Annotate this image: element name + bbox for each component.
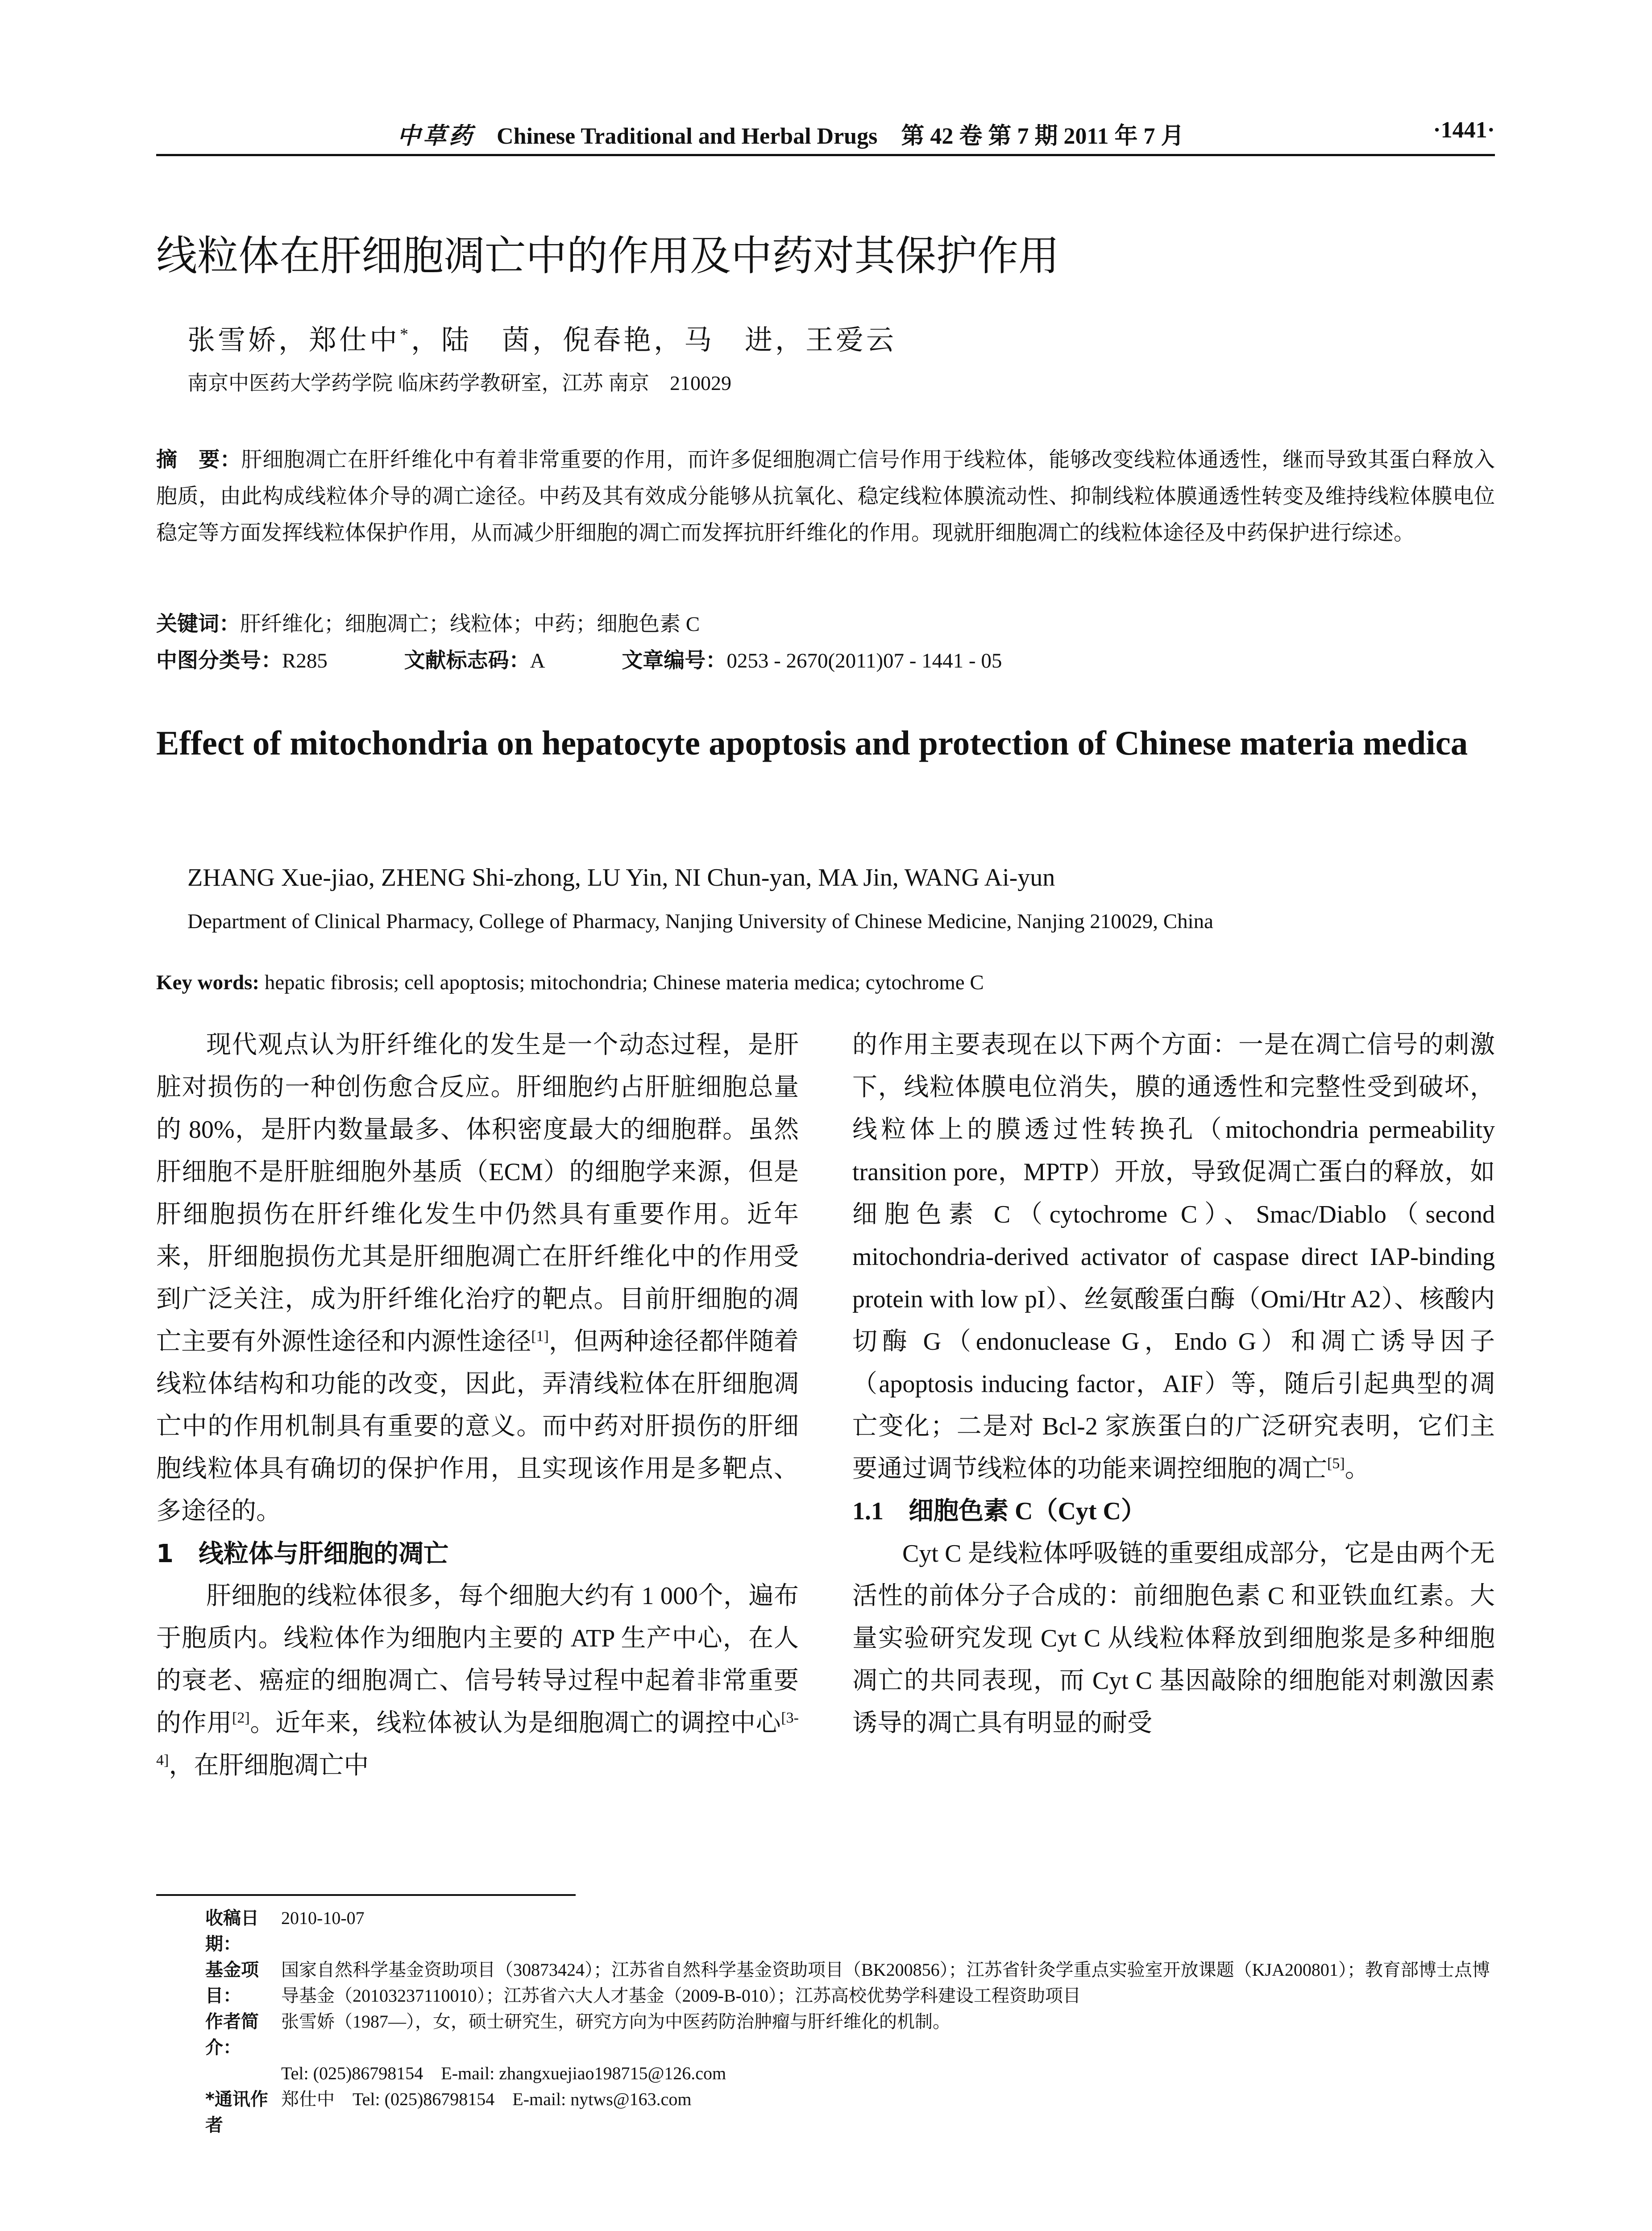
footnote-item bbox=[205, 1957, 1495, 2009]
page-number: ·1441· bbox=[1433, 117, 1495, 143]
footnote-label: 基金项目： bbox=[205, 1960, 259, 2006]
footnote-item bbox=[205, 1905, 1495, 1957]
clc-label: 中图分类号： bbox=[156, 648, 282, 673]
keywords-en bbox=[156, 970, 984, 995]
footnote-text: 2010-10-07 bbox=[281, 1908, 365, 1928]
citation-1[interactable]: [1] bbox=[531, 1328, 549, 1345]
section1-text-b: 。近年来，线粒体被认为是细胞凋亡的调控中心 bbox=[249, 1709, 781, 1737]
classification-line bbox=[156, 643, 1495, 679]
title-en: Effect of mitochondria on hepatocyte apoptosis and protection of Chinese materia medica bbox=[156, 724, 1468, 762]
body-column-right bbox=[852, 1024, 1495, 1745]
keywords-en-text: hepatic fibrosis; cell apoptosis; mitochondria; Chinese materia medica; cytochrome C bbox=[259, 971, 984, 994]
running-header bbox=[156, 117, 1495, 153]
keywords-en-label: Key words: bbox=[156, 971, 260, 994]
header-rule bbox=[156, 154, 1495, 156]
doc-code bbox=[404, 643, 545, 679]
journal-header bbox=[397, 117, 1184, 150]
citation-3-4[interactable]: [3-4] bbox=[156, 1709, 799, 1769]
authors-cn bbox=[187, 318, 897, 357]
footnote-label: 收稿日期： bbox=[205, 1908, 259, 1954]
paragraph-section-1 bbox=[156, 1575, 799, 1787]
footnote-item bbox=[205, 2009, 1495, 2061]
continued-text-a: 的作用主要表现在以下两个方面：一是在凋亡信号的刺激下，线粒体膜电位消失，膜的通透性和完整性受到破坏，线粒体上的膜透过性转换孔（mitochondria permeability transition pore，MPTP）开放，导致促凋亡蛋白的释放，如细胞色素 C（cytochrome C）、Smac/Diablo（second mitochondria-derived activator of caspase direct IAP-binding protein with low pI）、丝氨酸蛋白酶（Omi/Htr A2）、核酸内切酶 G（endonuclease G，Endo G）和凋亡诱导因子（apoptosis inducing factor，AIF）等，随后引起典型的凋亡变化；二是对 Bcl-2 家族蛋白的广泛研究表明，它们主要通过调节线粒体的功能来调控细胞的凋亡 bbox=[852, 1031, 1495, 1483]
footnote-label: 作者简介： bbox=[205, 2011, 259, 2058]
title-cn: 线粒体在肝细胞凋亡中的作用及中药对其保护作用 bbox=[156, 232, 1060, 280]
keywords-text: 肝纤维化；细胞凋亡；线粒体；中药；细胞色素 C bbox=[240, 613, 700, 636]
clc-number bbox=[156, 643, 328, 679]
footnote-label bbox=[205, 2061, 281, 2086]
doc-value: A bbox=[530, 649, 545, 672]
footnote-text: 张雪娇（1987—），女，硕士研究生，研究方向为中医药防治肿瘤与肝纤维化的机制。 bbox=[281, 2011, 951, 2032]
section1-text-c: ，在肝细胞凋亡中 bbox=[169, 1752, 369, 1779]
footnote-text: Tel: (025)86798154 E-mail: zhangxuejiao198715@126.com bbox=[281, 2063, 726, 2083]
article-number bbox=[622, 643, 1002, 679]
clc-value: R285 bbox=[282, 649, 328, 672]
footnote-item bbox=[205, 2061, 1495, 2086]
authors-cn-rest: ，陆 茵，倪春艳，马 进，王爱云 bbox=[411, 325, 897, 356]
intro-text-a: 现代观点认为肝纤维化的发生是一个动态过程，是肝脏对损伤的一种创伤愈合反应。肝细胞约占肝脏细胞总量的 80%，是肝内数量最多、体积密度最大的细胞群。虽然肝细胞不是肝脏细胞外基质（ECM）的细胞学来源，但是肝细胞损伤在肝纤维化发生中仍然具有重要作用。近年来，肝细胞损伤尤其是肝细胞凋亡在肝纤维化中的作用受到广泛关注，成为肝纤维化治疗的靶点。目前肝细胞的凋亡主要有外源性途径和内源性途径 bbox=[156, 1031, 799, 1356]
abstract-text: 肝细胞凋亡在肝纤维化中有着非常重要的作用，而许多促细胞凋亡信号作用于线粒体，能够改变线粒体通透性，继而导致其蛋白释放入胞质，由此构成线粒体介导的凋亡途径。中药及其有效成分能够从抗氧化、稳定线粒体膜流动性、抑制线粒体膜通透性转变及维持线粒体膜电位稳定等方面发挥线粒体保护作用，从而减少肝细胞的凋亡而发挥抗肝纤维化的作用。现就肝细胞凋亡的线粒体途径及中药保护进行综述。 bbox=[156, 448, 1495, 545]
citation-5[interactable]: [5] bbox=[1327, 1455, 1345, 1472]
article-label: 文章编号： bbox=[622, 648, 727, 673]
section-heading-1-1: 1.1 细胞色素 C（Cyt C） bbox=[852, 1497, 1146, 1525]
paragraph-cytc: Cyt C 是线粒体呼吸链的重要组成部分，它是由两个无活性的前体分子合成的：前细胞色素 C 和亚铁血红素。大量实验研究发现 Cyt C 从线粒体释放到细胞浆是多种细胞凋亡的共同表现，而 Cyt C 基因敲除的细胞能对刺激因素诱导的凋亡具有明显的耐受 bbox=[852, 1540, 1495, 1737]
journal-name-en: Chinese Traditional and Herbal Drugs bbox=[497, 124, 878, 149]
abstract-cn bbox=[156, 442, 1495, 552]
doc-label: 文献标志码： bbox=[404, 648, 530, 673]
section-heading-1: 1 线粒体与肝细胞的凋亡 bbox=[156, 1539, 448, 1568]
paragraph-intro bbox=[156, 1024, 799, 1533]
footnote-text: 国家自然科学基金资助项目（30873424）；江苏省自然科学基金资助项目（BK200856）；江苏省针灸学重点实验室开放课题（KJA200801）；教育部博士点博导基金（20103237110010）；江苏省六大人才基金（2009-B-010）；江苏高校优势学科建设工程资助项目 bbox=[281, 1960, 1490, 2006]
affiliation-cn: 南京中医药大学药学院 临床药学教研室，江苏 南京 210029 bbox=[187, 372, 731, 394]
paragraph-continued bbox=[852, 1024, 1495, 1490]
journal-logo-cn: 中草药 bbox=[397, 124, 475, 149]
authors-cn-first: 张雪娇，郑仕中 bbox=[187, 325, 400, 356]
authors-en: ZHANG Xue-jiao, ZHENG Shi-zhong, LU Yin, NI Chun-yan, MA Jin, WANG Ai-yun bbox=[187, 864, 1055, 892]
corresponding-mark: * bbox=[400, 325, 411, 344]
article-value: 0253 - 2670(2011)07 - 1441 - 05 bbox=[726, 649, 1002, 672]
continued-text-b: 。 bbox=[1345, 1455, 1370, 1483]
abstract-label: 摘 要： bbox=[156, 448, 241, 472]
footnote-rule bbox=[156, 1894, 576, 1896]
footnote-text: 郑仕中 Tel: (025)86798154 E-mail: nytws@163.com bbox=[281, 2089, 692, 2109]
keywords-cn bbox=[156, 606, 1495, 643]
citation-2[interactable]: [2] bbox=[232, 1709, 250, 1726]
intro-text-b: ，但两种途径都伴随着线粒体结构和功能的改变，因此，弄清线粒体在肝细胞凋亡中的作用机制具有重要的意义。而中药对肝损伤的肝细胞线粒体具有确切的保护作用，且实现该作用是多靶点、多途径的。 bbox=[156, 1328, 799, 1525]
affiliation-en: Department of Clinical Pharmacy, College of Pharmacy, Nanjing University of Chinese Medicine, Nanjing 210029, China bbox=[187, 910, 1213, 933]
journal-issue: 第 42 卷 第 7 期 2011 年 7 月 bbox=[901, 124, 1184, 149]
section1-text-a: 肝细胞的线粒体很多，每个细胞大约有 1 000个，遍布于胞质内。线粒体作为细胞内主要的 ATP 生产中心，在人的衰老、癌症的细胞凋亡、信号转导过程中起着非常重要的作用 bbox=[156, 1582, 799, 1737]
keywords-label: 关键词： bbox=[156, 612, 240, 636]
footnote-label: *通讯作者 bbox=[205, 2089, 268, 2136]
body-column-left bbox=[156, 1024, 799, 1787]
footnotes bbox=[205, 1905, 1495, 2138]
footnote-item bbox=[205, 2086, 1495, 2138]
